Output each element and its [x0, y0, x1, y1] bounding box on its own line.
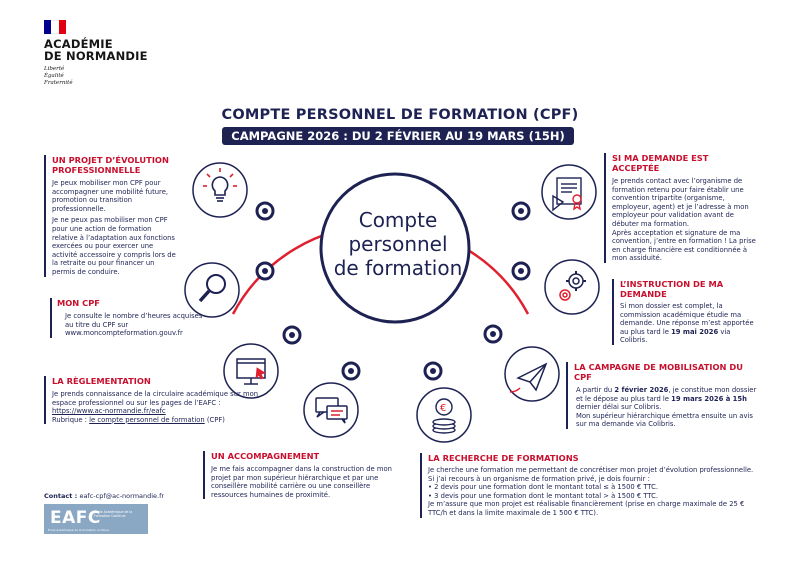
block-reglementation-text2: [52, 416, 266, 425]
academy-name-line1: ACADÉMIE: [44, 37, 113, 51]
block-campagne-text2: Mon supérieur hiérarchique émettra ensuite un avis sur ma demande via Colibris.: [576, 411, 753, 429]
block-acceptee-title: SI MA DEMANDE EST ACCEPTÉE: [612, 153, 709, 173]
campagne-start-date: 2 février 2026: [614, 386, 669, 394]
campagne-text-c: , je constitue mon dossier et le dépose au plus tard le: [576, 386, 757, 403]
block-accompagnement: [203, 451, 401, 499]
block-moncpf-title: MON CPF: [57, 298, 100, 308]
instruction-text-c: via Colibris.: [620, 327, 731, 345]
block-acceptee-text2: Après acceptation et signature de ma convention, j’entre en formation ! La prise en charge financière est conditionnée à mon assiduité.: [612, 228, 756, 263]
center-title-line2: personnel: [348, 232, 448, 256]
block-reglementation-text1: [52, 390, 266, 416]
block-recherche-bullet1: • 2 devis pour une formation dont le montant total ≤ à 1500 € TTC.: [428, 483, 659, 492]
rubrique-label: Rubrique :: [52, 415, 90, 424]
block-recherche-text1: Je cherche une formation me permettant de concrétiser mon projet d’évolution professionnelle. Si j’ai recours à un organisme de formation privé, je dois fournir :: [428, 466, 754, 483]
instruction-date: 19 mai 2026: [671, 327, 719, 336]
contact-label: Contact :: [44, 492, 80, 500]
block-moncpf: [50, 298, 207, 338]
block-reglementation-intro: Je prends connaissance de la circulaire académique sur mon espace professionnel ou sur les pages de l’EAFC :: [52, 390, 259, 407]
eafc-logo-text: EAFC: [50, 508, 101, 528]
block-recherche: [420, 453, 758, 518]
svg-text:€: €: [440, 403, 447, 414]
campagne-deadline: 19 mars 2026 à 15h: [671, 394, 747, 403]
block-campagne-title: LA CAMPAGNE DE MOBILISATION DU CPF: [574, 362, 743, 382]
block-projet-title: UN PROJET D’ÉVOLUTION PROFESSIONNELLE: [52, 155, 169, 175]
center-title-line1: Compte: [358, 208, 438, 232]
block-instruction: [612, 279, 758, 345]
instruction-text-a: Si mon dossier est complet, la commission académique étudie ma demande. Une réponse m’est apportée au plus tard le: [620, 302, 754, 336]
campagne-text-a: A partir du: [576, 386, 615, 394]
block-moncpf-text: Je consulte le nombre d’heures acquises au titre du CPF sur www.moncompteformation.gouv.fr: [65, 312, 203, 338]
block-recherche-text2: Je m’assure que mon projet est réalisable financièrement (prise en charge maximale de 25 € TTC/h et dans la limite maximale de 1 500 € TTC).: [428, 500, 745, 517]
center-title-line3: de formation: [333, 256, 463, 280]
block-projet-text1: Je peux mobiliser mon CPF pour accompagner une mobilité future, promotion ou transition professionnelle.: [52, 179, 169, 213]
contact-email-link[interactable]: eafc-cpf@ac-normandie.fr: [79, 492, 165, 500]
cpf-rubrique-link[interactable]: le compte personnel de formation: [89, 415, 205, 424]
block-instruction-text: [620, 302, 758, 345]
page-title: COMPTE PERSONNEL DE FORMATION (CPF): [221, 107, 579, 123]
block-recherche-title: LA RECHERCHE DE FORMATIONS: [428, 453, 579, 463]
campaign-banner: CAMPAGNE 2026 : DU 2 FÉVRIER AU 19 MARS (15H): [222, 127, 574, 145]
block-accompagnement-title: UN ACCOMPAGNEMENT: [211, 451, 320, 461]
block-accompagnement-text: Je me fais accompagner dans la construction de mon projet par mon supérieur hiérarchique et par une conseillère mobilité carrière ou une conseillère ressources humaines de proximité.: [211, 465, 392, 499]
block-acceptee: [604, 153, 758, 263]
block-projet: [44, 155, 178, 277]
contact-line: [44, 492, 164, 500]
block-recherche-bullet2: • 3 devis pour une formation dont le montant total > à 1500 € TTC.: [428, 491, 659, 500]
center-title: [318, 208, 478, 280]
campagne-text-e: dernier délai sur Colibris.: [576, 403, 662, 412]
block-acceptee-text1: Je prends contact avec l’organisme de formation retenu pour faire établir une convention tripartite (organisme, employeur, agent) et je l’adresse à mon employeur pour validation avant de débuter ma formation.: [612, 177, 749, 228]
rubrique-suffix: (CPF): [204, 415, 225, 424]
block-campagne: [566, 362, 758, 429]
block-projet-text2: Je ne peux pas mobiliser mon CPF pour une action de formation relative à l’adaptation aux fonctions exercées ou pour exercer une activité accessoire y compris lors de la retraite ou pour financer un permis de conduire.: [52, 216, 176, 276]
eafc-logo-small-text: École Académique de la Formation Continue: [94, 510, 133, 518]
academy-name-line2: DE NORMANDIE: [44, 49, 148, 63]
eafc-website-link[interactable]: https://www.ac-normandie.fr/eafc: [52, 407, 166, 416]
block-reglementation-title: LA RÈGLEMENTATION: [52, 376, 151, 386]
block-instruction-title: L’INSTRUCTION DE MA DEMANDE: [620, 279, 724, 299]
block-reglementation: [44, 376, 266, 424]
motto-egalite: Égalité: [44, 73, 64, 79]
eafc-logo-subtitle: École académique de la formation continue: [48, 528, 109, 532]
motto-fraternite: Fraternité: [44, 80, 73, 86]
block-campagne-text1: [576, 386, 758, 412]
motto-liberte: Liberté: [44, 66, 65, 72]
